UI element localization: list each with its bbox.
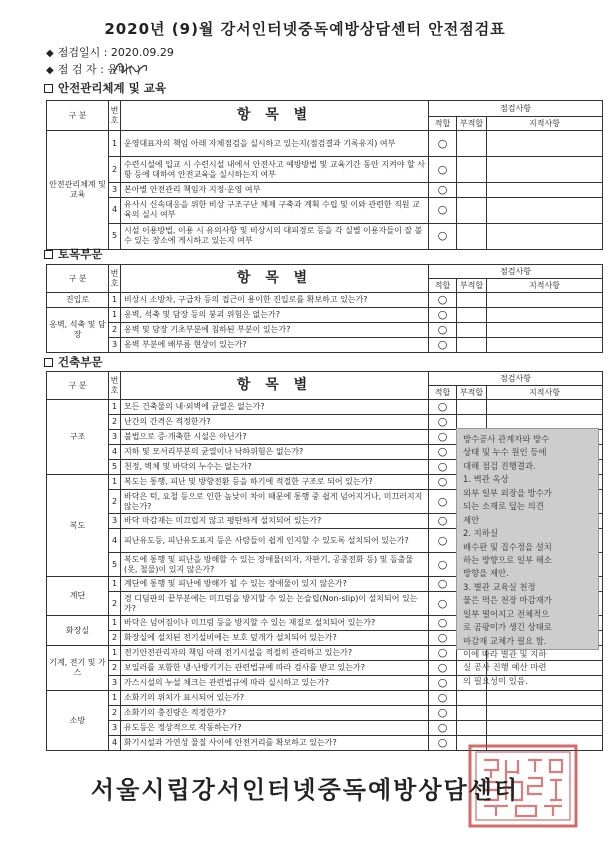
point-cell bbox=[487, 323, 603, 338]
unfit-cell bbox=[457, 293, 487, 308]
row-number: 3 bbox=[109, 183, 121, 198]
inspection-note bbox=[456, 428, 599, 686]
point-cell bbox=[487, 131, 603, 157]
fit-mark: ○ bbox=[429, 415, 457, 430]
fit-mark: ○ bbox=[429, 131, 457, 157]
fit-mark: ○ bbox=[429, 592, 457, 616]
check-item-text: 복도는 통행, 피난 및 방향전환 등을 하기에 적절한 구조로 되어 있는가? bbox=[121, 475, 429, 490]
checkbox-square-icon bbox=[44, 84, 53, 93]
row-number: 4 bbox=[109, 736, 121, 751]
section-title-civil bbox=[44, 246, 102, 262]
fit-mark: ○ bbox=[429, 706, 457, 721]
row-number: 1 bbox=[109, 400, 121, 415]
note-line: 2. 지하실 bbox=[463, 528, 498, 539]
unfit-cell bbox=[457, 131, 487, 157]
row-number: 1 bbox=[109, 691, 121, 706]
civil-table bbox=[46, 264, 603, 353]
fit-mark: ○ bbox=[429, 514, 457, 529]
row-number: 2 bbox=[109, 706, 121, 721]
header-unfit: 부적합 bbox=[457, 386, 487, 400]
check-item-text: 시설 이용방법, 이용 시 유의사항 및 비상시의 대피경로 등을 각 실별 이용자들이 잘 볼 수 있는 장소에 게시하고 있는지 여부 bbox=[121, 223, 429, 249]
category-cell: 화장실 bbox=[47, 616, 109, 646]
header-bunho: 번호 bbox=[109, 372, 121, 400]
row-number: 2 bbox=[109, 157, 121, 183]
fit-mark: ○ bbox=[429, 197, 457, 223]
fit-mark: ○ bbox=[429, 553, 457, 577]
section-title-safety bbox=[44, 80, 166, 96]
section-title-text: 건축부문 bbox=[58, 355, 103, 369]
header-hangmok: 항 목 별 bbox=[121, 372, 429, 400]
fit-mark: ○ bbox=[429, 577, 457, 592]
fit-mark: ○ bbox=[429, 646, 457, 661]
category-cell: 안전관리체계 및 교육 bbox=[47, 131, 109, 250]
fit-mark: ○ bbox=[429, 529, 457, 553]
point-cell bbox=[487, 691, 603, 706]
row-number: 1 bbox=[109, 646, 121, 661]
unfit-cell bbox=[457, 721, 487, 736]
fit-mark: ○ bbox=[429, 308, 457, 323]
point-cell bbox=[487, 338, 603, 353]
note-line: 대해 점검 진행결과. bbox=[463, 460, 536, 471]
check-item-text: 옹벽 및 담장 기초부분에 침하된 부분이 있는가? bbox=[121, 323, 429, 338]
header-point: 지적사항 bbox=[487, 386, 603, 400]
header-check-group: 점검사항 bbox=[429, 372, 603, 386]
header-check-group: 점검사항 bbox=[429, 265, 603, 279]
check-item-text: 불법으로 증·개축한 시설은 아닌가? bbox=[121, 430, 429, 445]
point-cell bbox=[487, 197, 603, 223]
fit-mark: ○ bbox=[429, 323, 457, 338]
fit-mark: ○ bbox=[429, 293, 457, 308]
fit-mark: ○ bbox=[429, 736, 457, 751]
check-item-text: 바닥 마감재는 미끄럽지 않고 평탄하게 설치되어 있는가? bbox=[121, 514, 429, 529]
fit-mark: ○ bbox=[429, 430, 457, 445]
inspection-date-text: 점검일시 : 2020.09.29 bbox=[57, 46, 174, 59]
unfit-cell bbox=[457, 400, 487, 415]
inspector-text: 점 검 자 : 윤미( ) bbox=[57, 63, 141, 76]
category-cell: 기계, 전기 및 가스 bbox=[47, 646, 109, 691]
check-item-text: 비상시 소방차, 구급차 등의 접근이 용이한 진입로를 확보하고 있는가? bbox=[121, 293, 429, 308]
row-number: 4 bbox=[109, 445, 121, 460]
fit-mark: ○ bbox=[429, 691, 457, 706]
row-number: 3 bbox=[109, 338, 121, 353]
header-fit: 적합 bbox=[429, 279, 457, 293]
category-cell: 옹벽, 석축 및 담장 bbox=[47, 308, 109, 353]
row-number: 1 bbox=[109, 577, 121, 592]
header-hangmok: 항 목 별 bbox=[121, 101, 429, 131]
section-title-text: 토목부문 bbox=[58, 247, 103, 261]
note-line: 로 곰팡이가 생긴 상태로 bbox=[463, 622, 552, 633]
fit-mark: ○ bbox=[429, 223, 457, 249]
fit-mark: ○ bbox=[429, 183, 457, 198]
fit-mark: ○ bbox=[429, 661, 457, 676]
unfit-cell bbox=[457, 691, 487, 706]
check-item-text: 화장실에 설치된 전기설비에는 보호 덮개가 설치되어 있는가? bbox=[121, 631, 429, 646]
fit-mark: ○ bbox=[429, 631, 457, 646]
checkbox-square-icon bbox=[44, 358, 53, 367]
fit-mark: ○ bbox=[429, 475, 457, 490]
check-item-text: 모든 건축물의 내·외벽에 균열은 없는가? bbox=[121, 400, 429, 415]
check-item-text: 복도에 통행 및 피난을 방해할 수 있는 장애물(의자, 자판기, 공중전화 등) 및 돌출물(못, 철물)이 있지 않은가? bbox=[121, 553, 429, 577]
row-number: 1 bbox=[109, 131, 121, 157]
section-title-building bbox=[44, 354, 102, 370]
row-number: 3 bbox=[109, 514, 121, 529]
check-item-text: 소화기의 충진량은 적정한가? bbox=[121, 706, 429, 721]
unfit-cell bbox=[457, 323, 487, 338]
fit-mark: ○ bbox=[429, 445, 457, 460]
note-line: 하는 방향으로 일부 해소 bbox=[463, 554, 552, 565]
check-item-text: 유도등은 정상적으로 작동하는가? bbox=[121, 721, 429, 736]
header-gubun: 구 분 bbox=[47, 265, 109, 293]
row-number: 1 bbox=[109, 308, 121, 323]
row-number: 1 bbox=[109, 616, 121, 631]
safety-table bbox=[46, 100, 603, 250]
header-fit: 적합 bbox=[429, 117, 457, 131]
note-line: 마감재 교체가 필요 함. bbox=[463, 635, 547, 646]
header-point: 지적사항 bbox=[487, 117, 603, 131]
row-number: 4 bbox=[109, 529, 121, 553]
header-gubun: 구 분 bbox=[47, 372, 109, 400]
check-item-text: 바닥은 턱, 요철 등으로 인한 높낮이 차이 때문에 통행 중 쉽게 넘어지거나, 미끄러지지 않는가? bbox=[121, 490, 429, 514]
row-number: 1 bbox=[109, 293, 121, 308]
category-cell: 구조 bbox=[47, 400, 109, 475]
check-item-text: 피난유도등, 피난유도표지 등은 사람들이 쉽게 인지할 수 있도록 설치되어 있는가? bbox=[121, 529, 429, 553]
note-line: 방향을 제안. bbox=[463, 568, 509, 579]
row-number: 2 bbox=[109, 323, 121, 338]
row-number: 5 bbox=[109, 553, 121, 577]
page-title: 2020년 (9)월 강서인터넷중독예방상담센터 안전점검표 bbox=[104, 20, 506, 38]
fit-mark: ○ bbox=[429, 721, 457, 736]
point-cell bbox=[487, 183, 603, 198]
row-number: 3 bbox=[109, 721, 121, 736]
category-cell: 계단 bbox=[47, 577, 109, 616]
header-bunho: 번호 bbox=[109, 265, 121, 293]
note-line: 외부 일부 외장을 방수가 bbox=[463, 487, 552, 498]
point-cell bbox=[487, 223, 603, 249]
unfit-cell bbox=[457, 197, 487, 223]
check-item-text: 바닥은 넘어짐이나 미끄럼 등을 방지할 수 있는 재질로 설치되어 있는가? bbox=[121, 616, 429, 631]
check-item-text: 옹벽, 석축 및 담장 등의 붕괴 위험은 없는가? bbox=[121, 308, 429, 323]
fit-mark: ○ bbox=[429, 157, 457, 183]
point-cell bbox=[487, 157, 603, 183]
check-item-text: 소화기의 위치가 표시되어 있는가? bbox=[121, 691, 429, 706]
checkbox-square-icon bbox=[44, 250, 53, 259]
row-number: 5 bbox=[109, 460, 121, 475]
unfit-cell bbox=[457, 338, 487, 353]
row-number: 2 bbox=[109, 490, 121, 514]
diamond-bullet-icon: ◆ bbox=[46, 48, 54, 59]
fit-mark: ○ bbox=[429, 400, 457, 415]
row-number: 4 bbox=[109, 197, 121, 223]
header-point: 지적사항 bbox=[487, 279, 603, 293]
fit-mark: ○ bbox=[429, 616, 457, 631]
category-cell: 진입로 bbox=[47, 293, 109, 308]
row-number: 5 bbox=[109, 223, 121, 249]
category-cell: 복도 bbox=[47, 475, 109, 577]
note-line: 3. 별관 교육실 천정 bbox=[463, 581, 536, 592]
check-item-text: 전기안전관리자의 책임 아래 전기시설을 적절히 관리하고 있는가? bbox=[121, 646, 429, 661]
row-number: 2 bbox=[109, 415, 121, 430]
check-item-text: 화기시설과 가연성 물질 사이에 안전거리를 확보하고 있는가? bbox=[121, 736, 429, 751]
row-number: 3 bbox=[109, 676, 121, 691]
header-bunho: 번호 bbox=[109, 101, 121, 131]
check-item-text: 지하 및 모서리부분의 균열이나 낙하위험은 없는가? bbox=[121, 445, 429, 460]
note-line: 1. 벽관 옥상 bbox=[463, 474, 509, 485]
row-number: 2 bbox=[109, 661, 121, 676]
note-line: 실 공사 진행 예산 마련 bbox=[463, 662, 547, 673]
inspection-date bbox=[46, 44, 174, 60]
check-item-text: 본아별 안전관리 책임자 지정·운영 여부 bbox=[121, 183, 429, 198]
note-line: 의 필요성이 있음. bbox=[463, 675, 528, 686]
point-cell bbox=[487, 706, 603, 721]
unfit-cell bbox=[457, 157, 487, 183]
note-line: 방수공사 관계자와 방수 bbox=[463, 434, 550, 444]
fit-mark: ○ bbox=[429, 338, 457, 353]
note-line: 이에 따라 별관 및 지하 bbox=[463, 649, 547, 659]
handwritten-signature bbox=[144, 63, 188, 77]
check-item-text: 난간의 간격은 적정한가? bbox=[121, 415, 429, 430]
fit-mark: ○ bbox=[429, 490, 457, 514]
point-cell bbox=[487, 293, 603, 308]
point-cell bbox=[487, 400, 603, 415]
note-line: 되는 소재로 덮는 의견 bbox=[463, 501, 544, 512]
header-check-group: 점검사항 bbox=[429, 101, 603, 117]
diamond-bullet-icon: ◆ bbox=[46, 65, 54, 76]
header-hangmok: 항 목 별 bbox=[121, 265, 429, 293]
note-line: 제안 bbox=[463, 514, 480, 525]
point-cell bbox=[487, 721, 603, 736]
section-title-text: 안전관리체계 및 교육 bbox=[58, 81, 166, 95]
fit-mark: ○ bbox=[429, 676, 457, 691]
check-item-text: 가스시설의 누설 체크는 관련법규에 따라 실시하고 있는가? bbox=[121, 676, 429, 691]
header-fit: 적합 bbox=[429, 386, 457, 400]
header-gubun: 구 분 bbox=[47, 101, 109, 131]
fit-mark: ○ bbox=[429, 460, 457, 475]
check-item-text: 운영대표자의 책임 아래 자체점검을 실시하고 있는지(점검결과 기록유지) 여부 bbox=[121, 131, 429, 157]
point-cell bbox=[487, 308, 603, 323]
row-number: 3 bbox=[109, 430, 121, 445]
note-line: 물은 먹은 천장 마감재가 bbox=[463, 595, 552, 606]
note-line: 상태 및 누수 원인 등에 bbox=[463, 447, 547, 458]
note-line: 배수판 및 집수정을 설치 bbox=[463, 541, 552, 552]
check-item-text: 천정, 벽체 및 바닥의 누수는 없는가? bbox=[121, 460, 429, 475]
check-item-text: 유사시 신속대응을 위한 비상 구조구난 체제 구축과 계획 수립 및 이와 관련한 직원 교육의 실시 여부 bbox=[121, 197, 429, 223]
check-item-text: 보일러를 포함한 냉·난방기기는 관련법규에 따라 검사를 받고 있는가? bbox=[121, 661, 429, 676]
unfit-cell bbox=[457, 308, 487, 323]
check-item-text: 수련시설에 입교 시 수련시설 내에서 안전사고 예방방법 및 교육기간 동안 지켜야 할 사항 등에 대하여 안전교육을 실시하는지 여부 bbox=[121, 157, 429, 183]
unfit-cell bbox=[457, 223, 487, 249]
header-unfit: 부적합 bbox=[457, 279, 487, 293]
organization-name: 서울시립강서인터넷중독예방상담센터 bbox=[90, 775, 520, 804]
check-item-text: 경 디딤판의 끝부분에는 미끄럼을 방지할 수 있는 논슬립(Non-slip)이 설치되어 있는가? bbox=[121, 592, 429, 616]
row-number: 2 bbox=[109, 592, 121, 616]
inspector bbox=[46, 61, 188, 77]
category-cell: 소방 bbox=[47, 691, 109, 751]
row-number: 1 bbox=[109, 475, 121, 490]
note-line: 일부 떨어지고 전체적으 bbox=[463, 608, 550, 619]
check-item-text: 옹벽 부분에 배부름 현상이 있는가? bbox=[121, 338, 429, 353]
unfit-cell bbox=[457, 183, 487, 198]
header-unfit: 부적합 bbox=[457, 117, 487, 131]
check-item-text: 계단에 통행 및 피난에 방해가 될 수 있는 장애물이 있지 않은가? bbox=[121, 577, 429, 592]
unfit-cell bbox=[457, 706, 487, 721]
row-number: 2 bbox=[109, 631, 121, 646]
